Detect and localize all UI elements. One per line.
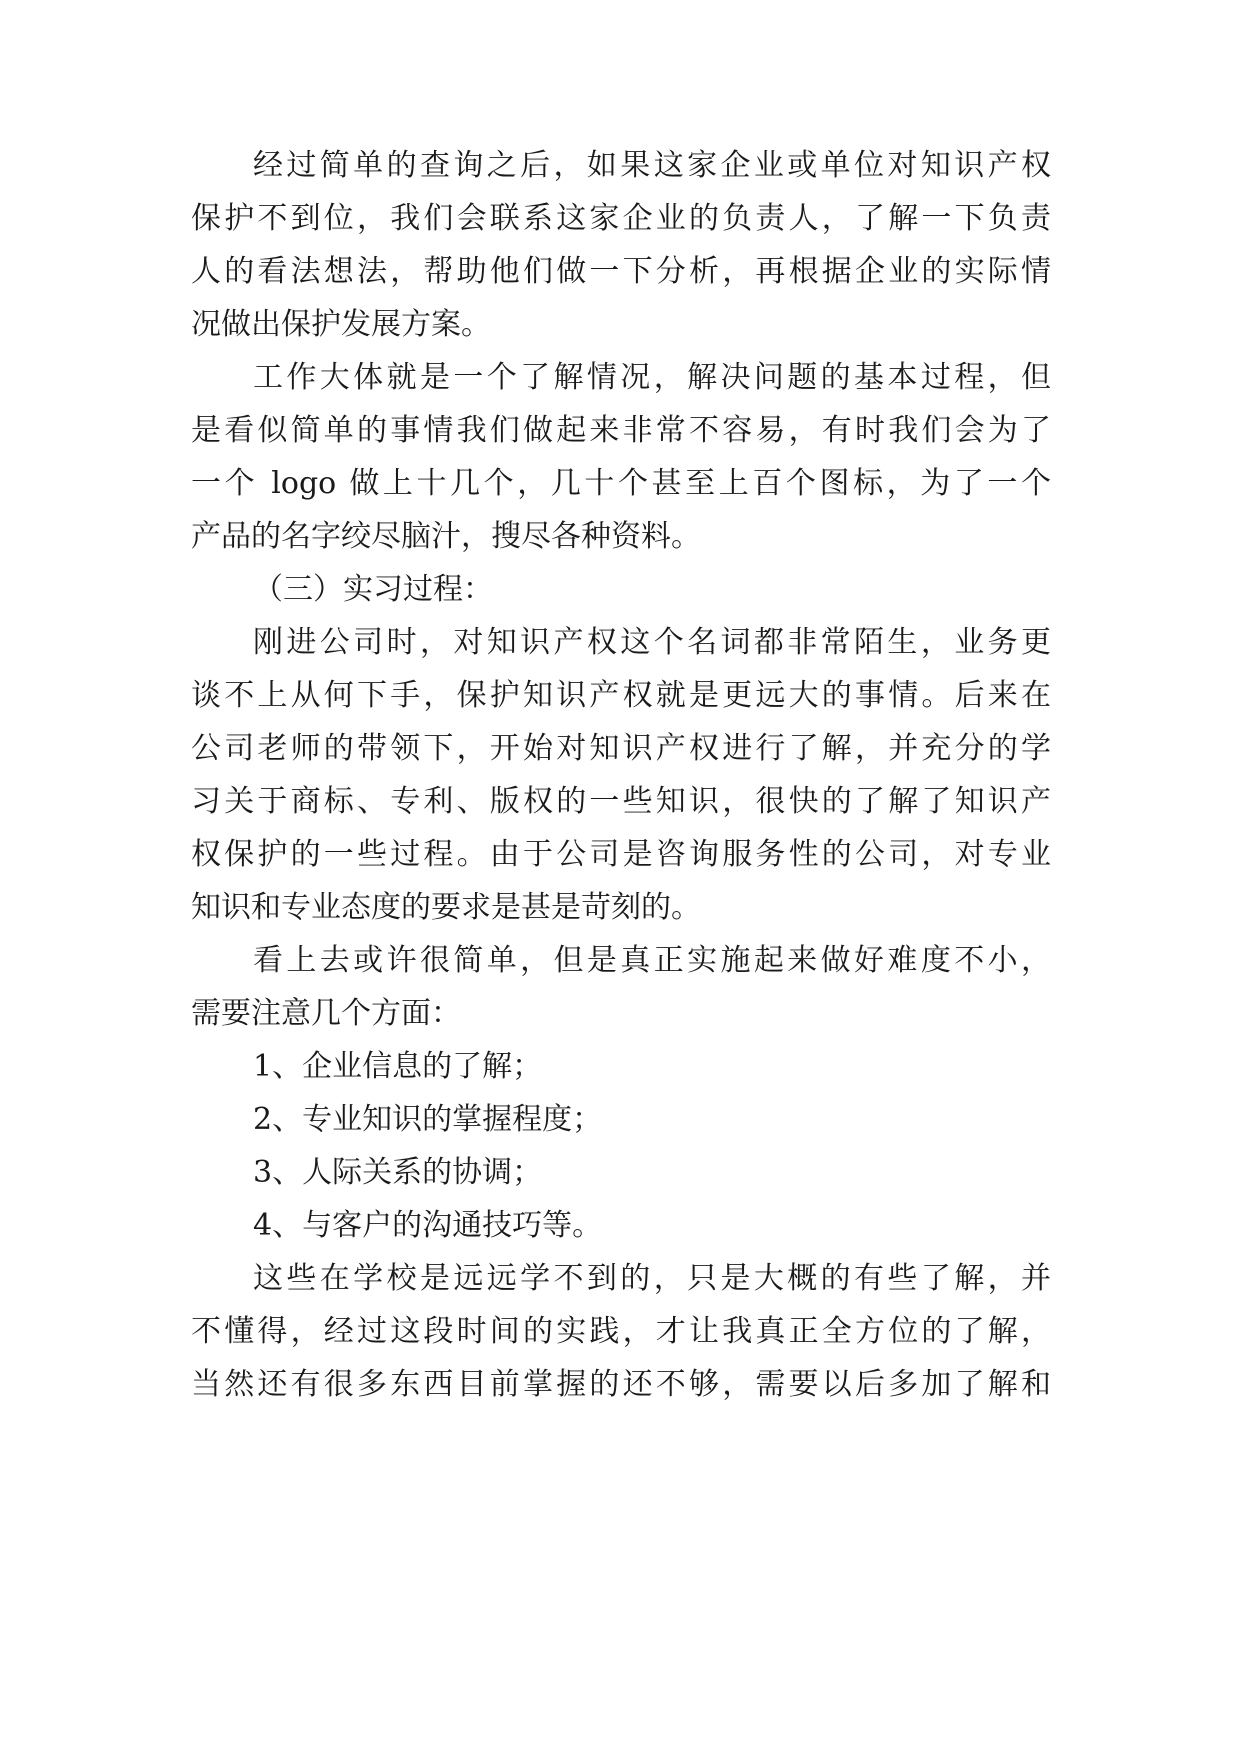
section-heading-internship-process: （三）实习过程： [253,572,493,607]
paragraph-1-line-4: 况做出保护发展方案。 [191,307,491,342]
paragraph-5-line-3: 当然还有很多东西目前掌握的还不够，需要以后多加了解和 [191,1367,1051,1402]
paragraph-4-line-2: 需要注意几个方面： [191,996,461,1031]
list-item-1: 1、企业信息的了解； [253,1049,543,1084]
list-item-3: 3、人际关系的协调； [253,1155,543,1190]
paragraph-1-line-2: 保护不到位，我们会联系这家企业的负责人，了解一下负责 [191,201,1051,236]
paragraph-3-line-2: 谈不上从何下手，保护知识产权就是更远大的事情。后来在 [191,678,1051,713]
paragraph-2-line-1: 工作大体就是一个了解情况，解决问题的基本过程，但 [253,360,1051,395]
paragraph-3-line-3: 公司老师的带领下，开始对知识产权进行了解，并充分的学 [191,731,1051,766]
paragraph-4-line-1: 看上去或许很简单，但是真正实施起来做好难度不小， [253,943,1051,978]
paragraph-3-line-1: 刚进公司时，对知识产权这个名词都非常陌生，业务更 [253,625,1051,660]
paragraph-3-line-5: 权保护的一些过程。由于公司是咨询服务性的公司，对专业 [191,837,1051,872]
paragraph-5-line-1: 这些在学校是远远学不到的，只是大概的有些了解，并 [253,1261,1051,1296]
paragraph-1-line-3: 人的看法想法，帮助他们做一下分析，再根据企业的实际情 [191,254,1051,289]
list-item-2: 2、专业知识的掌握程度； [253,1102,603,1137]
list-item-4: 4、与客户的沟通技巧等。 [253,1208,603,1243]
paragraph-2-line-2: 是看似简单的事情我们做起来非常不容易，有时我们会为了 [191,413,1051,448]
paragraph-5-line-2: 不懂得，经过这段时间的实践，才让我真正全方位的了解， [191,1314,1051,1349]
paragraph-3-line-4: 习关于商标、专利、版权的一些知识，很快的了解了知识产 [191,784,1051,819]
paragraph-3-line-6: 知识和专业态度的要求是甚是苛刻的。 [191,890,701,925]
paragraph-1-line-1: 经过简单的查询之后，如果这家企业或单位对知识产权 [253,148,1051,183]
paragraph-2-line-3: 一个 logo 做上十几个，几十个甚至上百个图标，为了一个 [191,466,1051,501]
paragraph-2-line-4: 产品的名字绞尽脑汁，搜尽各种资料。 [191,519,701,554]
